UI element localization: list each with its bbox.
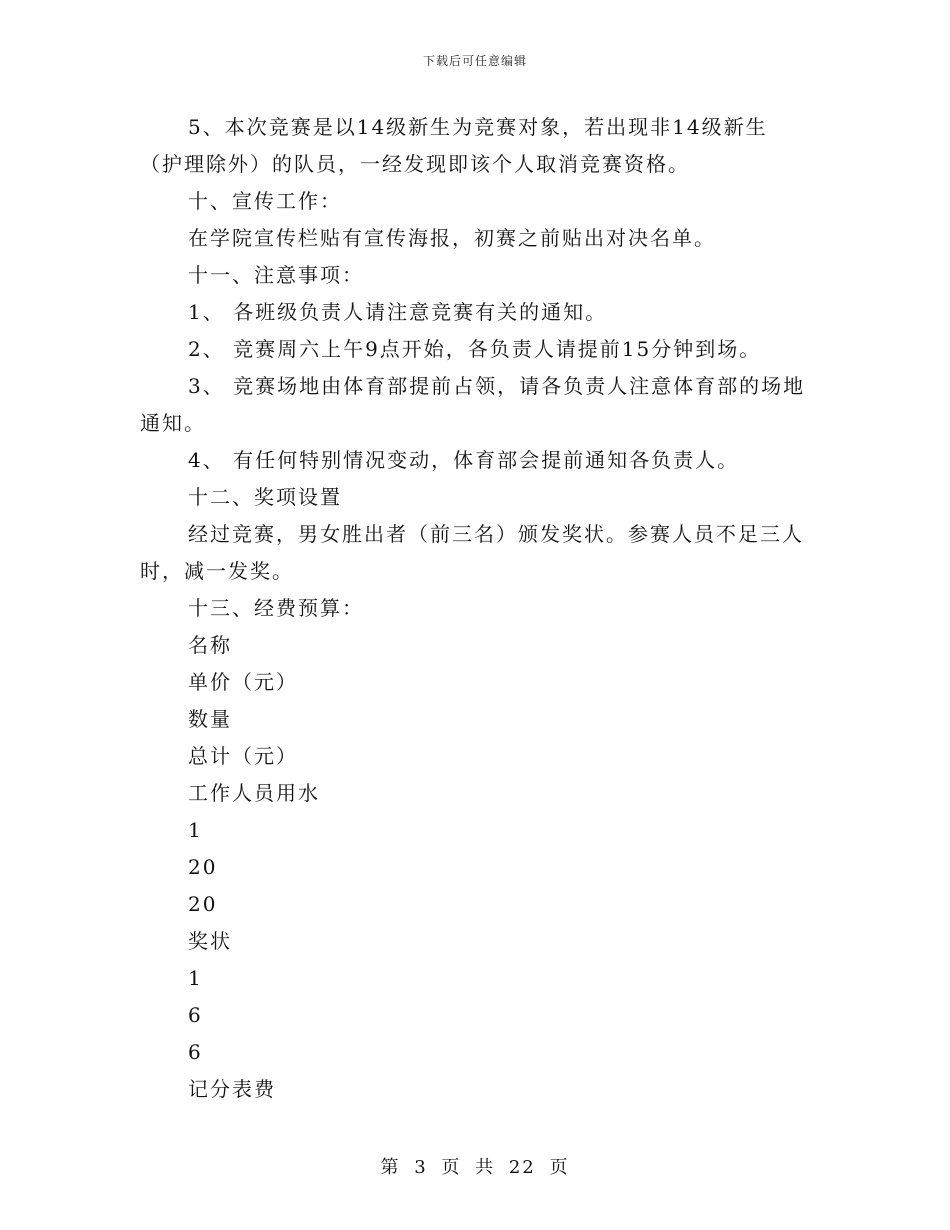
budget-item-name: 奖状 xyxy=(188,929,232,953)
budget-item-unit-price: 1 xyxy=(188,966,203,990)
budget-header-total: 总计（元） xyxy=(188,744,298,768)
page-header: 下载后可任意编辑 xyxy=(422,54,527,68)
section-heading-budget: 十三、经费预算： xyxy=(188,596,364,620)
note-item-1: 1、 各班级负责人请注意竞赛有关的通知。 xyxy=(188,300,608,324)
note-item-2: 2、 竞赛周六上午9点开始，各负责人请提前15分钟到场。 xyxy=(188,337,762,361)
budget-header-unit-price: 单价（元） xyxy=(188,670,298,694)
budget-item-total: 20 xyxy=(188,892,218,916)
section-heading-publicity: 十、宣传工作： xyxy=(188,189,342,213)
paragraph-publicity: 在学院宣传栏贴有宣传海报，初赛之前贴出对决名单。 xyxy=(188,226,716,250)
paragraph-awards: 经过竞赛，男女胜出者（前三名）颁发奖状。参赛人员不足三人时，减一发奖。 xyxy=(140,522,804,583)
budget-item-quantity: 6 xyxy=(188,1003,203,1027)
page-footer: 第 3 页 共 22 页 xyxy=(380,1157,570,1178)
section-heading-notes: 十一、注意事项： xyxy=(188,263,364,287)
document-body xyxy=(140,109,810,1108)
budget-item-total: 6 xyxy=(188,1040,203,1064)
paragraph-rule-5: 5、本次竞赛是以14级新生为竞赛对象，若出现非14级新生（护理除外）的队员，一经发现即该个人取消竞赛资格。 xyxy=(140,115,768,176)
budget-header-name: 名称 xyxy=(188,633,232,657)
budget-header-quantity: 数量 xyxy=(188,707,232,731)
budget-item-name: 记分表费 xyxy=(188,1077,276,1101)
note-item-3: 3、 竞赛场地由体育部提前占领，请各负责人注意体育部的场地通知。 xyxy=(140,374,806,435)
budget-item-name: 工作人员用水 xyxy=(188,781,320,805)
budget-item-unit-price: 1 xyxy=(188,818,203,842)
budget-item-quantity: 20 xyxy=(188,855,218,879)
note-item-4: 4、 有任何特别情况变动，体育部会提前通知各负责人。 xyxy=(188,448,740,472)
section-heading-awards: 十二、奖项设置 xyxy=(188,485,342,509)
